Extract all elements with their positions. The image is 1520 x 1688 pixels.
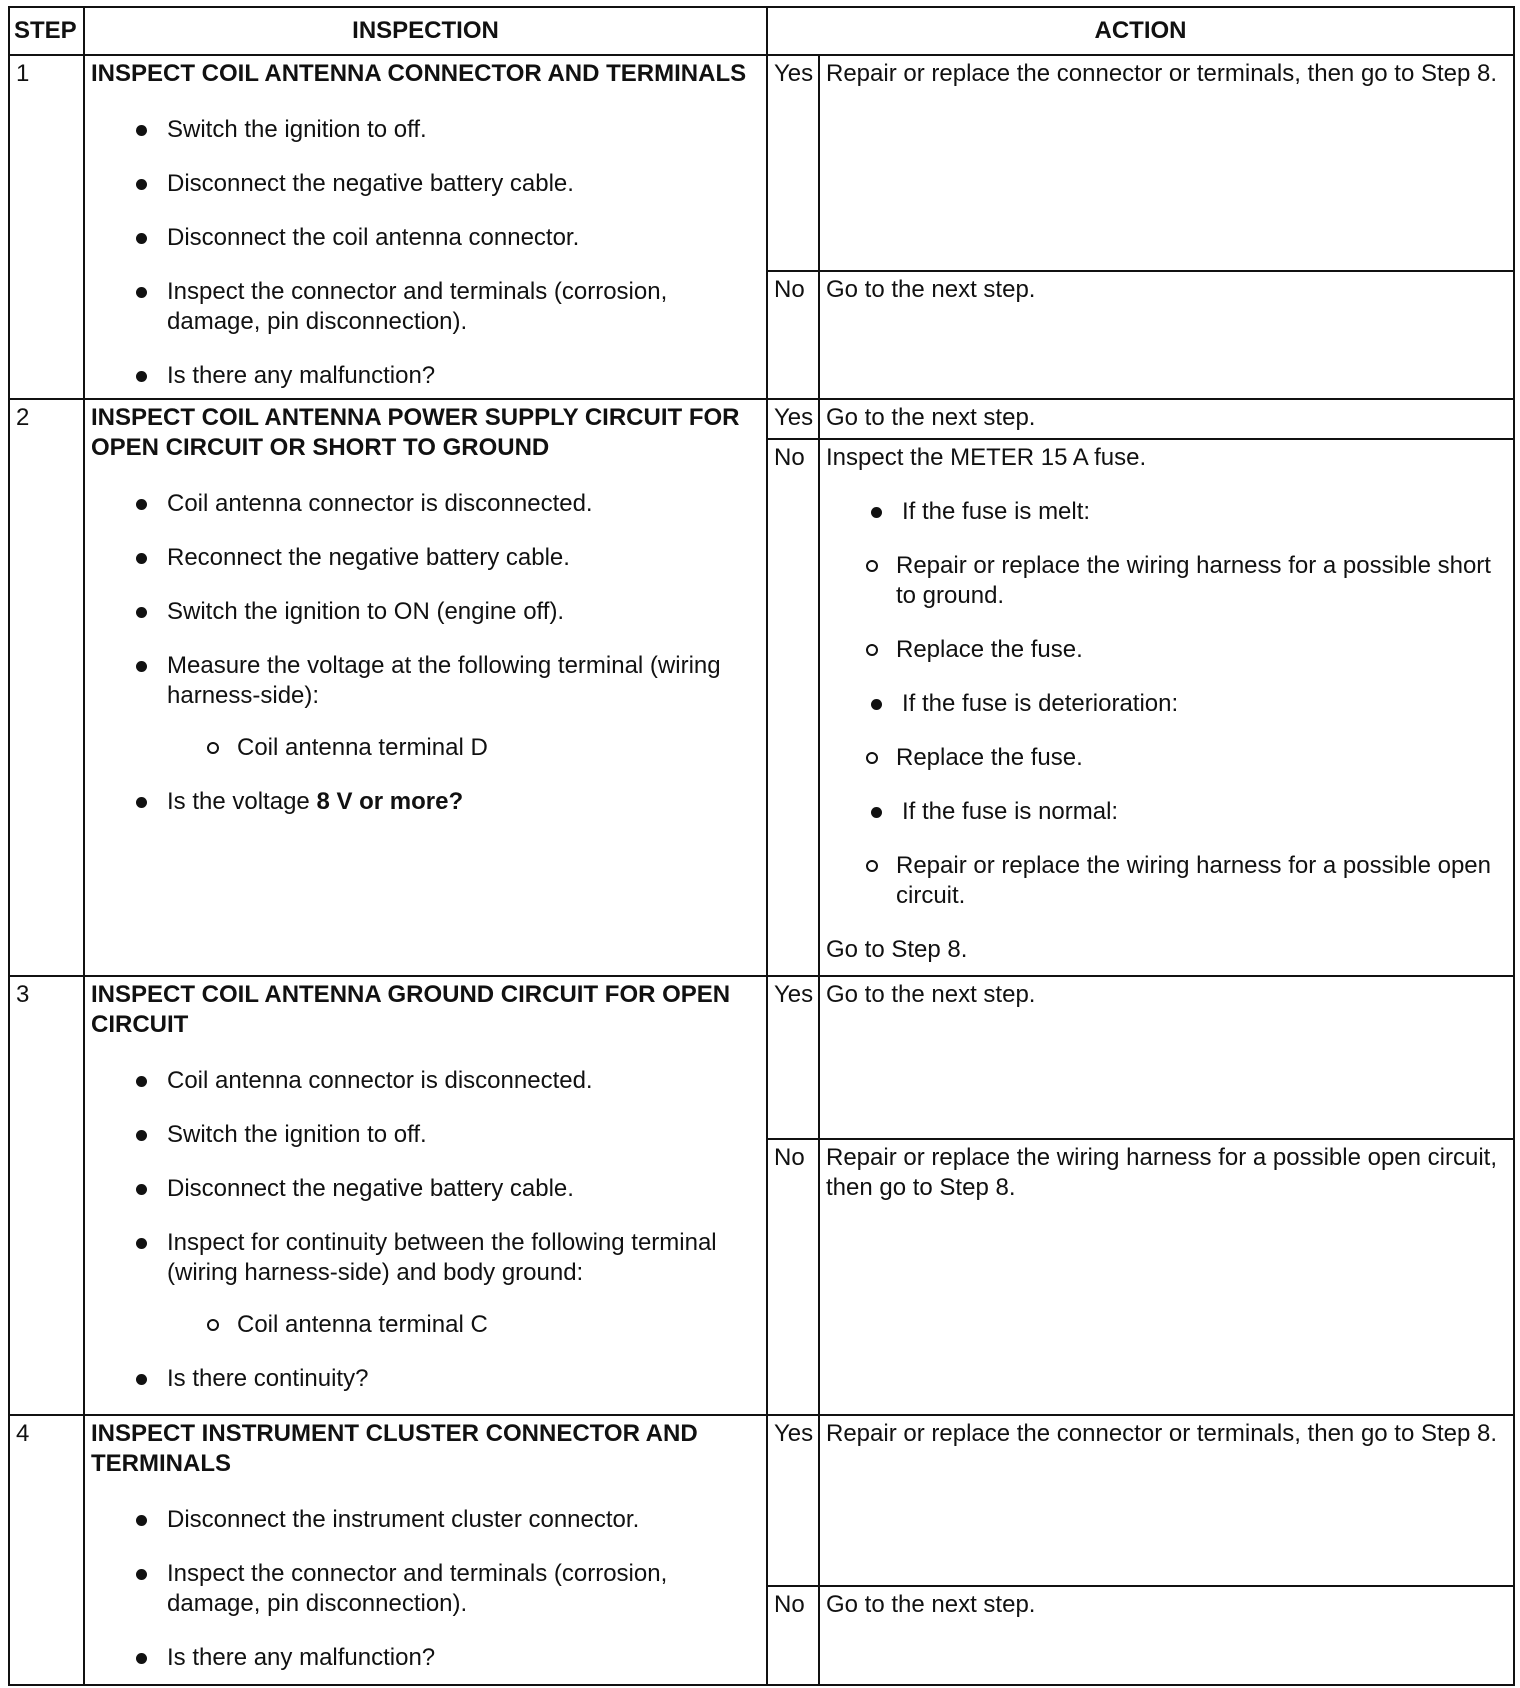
inspection-item (91, 651, 760, 763)
step-number: 2 (9, 399, 84, 975)
fuse-inspection-intro: Inspect the METER 15 A fuse. (826, 443, 1147, 471)
no-label: No (767, 1586, 819, 1685)
step-number: 3 (9, 976, 84, 1416)
yes-label: Yes (767, 1415, 819, 1585)
no-action (819, 439, 1514, 976)
step-2-yes-row (9, 399, 1514, 439)
terminal-item: Coil antenna terminal D (167, 733, 760, 763)
inspection-list (91, 1066, 760, 1394)
table-header-row (9, 7, 1514, 55)
fuse-condition-list (826, 497, 1507, 527)
inspection-item (91, 1228, 760, 1340)
step-1-inspection (84, 55, 767, 399)
fuse-remedy-list (826, 851, 1507, 911)
inspection-item: Inspect the connector and terminals (corrosion, damage, pin disconnection). (91, 277, 760, 337)
question-threshold: 8 V or more? (316, 788, 464, 816)
step-title: INSPECT COIL ANTENNA POWER SUPPLY CIRCUIT FOR OPEN CIRCUIT OR SHORT TO GROUND (91, 404, 740, 462)
diagnostic-procedure-table (8, 6, 1515, 1686)
step-2-inspection (84, 399, 767, 975)
no-label: No (767, 439, 819, 976)
no-label: No (767, 271, 819, 400)
inspection-item: Disconnect the negative battery cable. (91, 169, 760, 199)
yes-label: Yes (767, 55, 819, 271)
inspection-list (91, 1505, 760, 1673)
inspection-item: Switch the ignition to off. (91, 115, 760, 145)
fuse-condition-list (826, 797, 1507, 827)
inspection-item: Disconnect the coil antenna connector. (91, 223, 760, 253)
yes-label: Yes (767, 976, 819, 1139)
inspection-item-text: Inspect for continuity between the following terminal (wiring harness-side) and body ground: (167, 1228, 717, 1286)
terminal-list (167, 733, 760, 763)
question-text: Is the voltage (167, 788, 317, 816)
inspection-item: Reconnect the negative battery cable. (91, 543, 760, 573)
step-3-inspection (84, 976, 767, 1416)
inspection-item: Switch the ignition to off. (91, 1120, 760, 1150)
fuse-condition-item: If the fuse is deterioration: (826, 689, 1507, 719)
step-column-header: STEP (9, 7, 84, 55)
fuse-condition-item: If the fuse is normal: (826, 797, 1507, 827)
fuse-remedy-list (826, 743, 1507, 773)
terminal-item: Coil antenna terminal C (167, 1310, 760, 1340)
step-1-yes-row (9, 55, 1514, 271)
inspection-question: Is there continuity? (91, 1364, 760, 1394)
inspection-item: Switch the ignition to ON (engine off). (91, 597, 760, 627)
inspection-item: Coil antenna connector is disconnected. (91, 489, 760, 519)
step-number: 4 (9, 1415, 84, 1685)
step-title: INSPECT INSTRUMENT CLUSTER CONNECTOR AND TERMINALS (91, 1420, 698, 1478)
step-title: INSPECT COIL ANTENNA GROUND CIRCUIT FOR OPEN CIRCUIT (91, 980, 731, 1038)
fuse-remedy-item: Repair or replace the wiring harness for a possible open circuit. (826, 851, 1507, 911)
inspection-item-text: Measure the voltage at the following terminal (wiring harness-side): (167, 652, 721, 710)
yes-action: Go to the next step. (819, 399, 1514, 439)
fuse-remedy-item: Replace the fuse. (826, 635, 1507, 665)
yes-action: Go to the next step. (819, 976, 1514, 1139)
step-number: 1 (9, 55, 84, 399)
inspection-question (91, 787, 760, 817)
inspection-item: Disconnect the negative battery cable. (91, 1174, 760, 1204)
inspection-list (91, 115, 760, 391)
inspection-item: Is there any malfunction? (91, 361, 760, 391)
no-action: Go to the next step. (819, 1586, 1514, 1685)
fuse-remedy-item: Replace the fuse. (826, 743, 1507, 773)
yes-action: Repair or replace the connector or terminals, then go to Step 8. (819, 1415, 1514, 1585)
step-3-yes-row (9, 976, 1514, 1139)
fuse-condition-item: If the fuse is melt: (826, 497, 1507, 527)
inspection-column-header: INSPECTION (84, 7, 767, 55)
inspection-item: Inspect the connector and terminals (corrosion, damage, pin disconnection). (91, 1559, 760, 1619)
terminal-list (167, 1310, 760, 1340)
inspection-list (91, 489, 760, 817)
no-action: Go to the next step. (819, 271, 1514, 400)
yes-action: Repair or replace the connector or terminals, then go to Step 8. (819, 55, 1514, 271)
fuse-inspection-outro: Go to Step 8. (826, 935, 968, 963)
step-title: INSPECT COIL ANTENNA CONNECTOR AND TERMINALS (91, 60, 747, 87)
fuse-remedy-item: Repair or replace the wiring harness for a possible short to ground. (826, 551, 1507, 611)
fuse-condition-list (826, 689, 1507, 719)
fuse-remedy-list (826, 551, 1507, 665)
inspection-item: Is there any malfunction? (91, 1643, 760, 1673)
inspection-item: Coil antenna connector is disconnected. (91, 1066, 760, 1096)
step-4-yes-row (9, 1415, 1514, 1585)
step-4-inspection (84, 1415, 767, 1685)
action-column-header: ACTION (767, 7, 1514, 55)
no-action: Repair or replace the wiring harness for a possible open circuit, then go to Step 8. (819, 1139, 1514, 1416)
yes-label: Yes (767, 399, 819, 439)
inspection-item: Disconnect the instrument cluster connector. (91, 1505, 760, 1535)
no-label: No (767, 1139, 819, 1416)
